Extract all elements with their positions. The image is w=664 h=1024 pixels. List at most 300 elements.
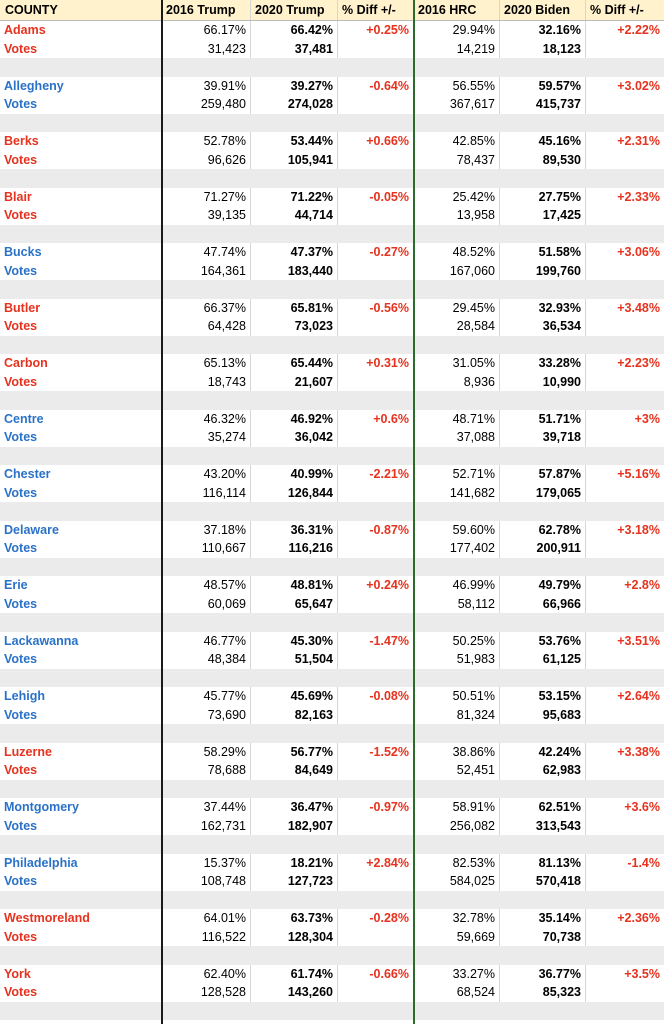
trump-2016-pct[interactable]: 43.20% bbox=[162, 465, 251, 484]
trump-diff[interactable]: -0.56% bbox=[338, 299, 414, 318]
trump-diff-empty[interactable] bbox=[338, 373, 414, 392]
trump-diff-empty[interactable] bbox=[338, 595, 414, 614]
hrc-2016-pct[interactable]: 25.42% bbox=[414, 188, 500, 207]
trump-2020-votes[interactable]: 84,649 bbox=[251, 761, 338, 780]
dem-diff[interactable]: +2.64% bbox=[617, 689, 660, 704]
county-name[interactable]: Lehigh bbox=[0, 687, 162, 706]
dem-diff[interactable]: +2.36% bbox=[617, 911, 660, 926]
votes-label[interactable]: Votes bbox=[0, 872, 162, 891]
county-name[interactable]: Lackawanna bbox=[0, 632, 162, 651]
county-pct-row bbox=[0, 465, 664, 484]
votes-label[interactable]: Votes bbox=[0, 317, 162, 336]
votes-label[interactable]: Votes bbox=[0, 595, 162, 614]
dem-diff[interactable]: -1.4% bbox=[627, 855, 660, 870]
hrc-2016-pct[interactable]: 31.05% bbox=[414, 354, 500, 373]
hrc-2016-votes[interactable]: 584,025 bbox=[414, 872, 500, 891]
county-name[interactable]: Philadelphia bbox=[0, 854, 162, 873]
trump-diff[interactable]: -0.28% bbox=[338, 909, 414, 928]
hrc-2016-pct[interactable]: 42.85% bbox=[414, 132, 500, 151]
biden-2020-pct[interactable]: 62.78% bbox=[500, 521, 586, 540]
trump-2016-pct[interactable]: 47.74% bbox=[162, 243, 251, 262]
trump-2020-pct[interactable]: 56.77% bbox=[251, 743, 338, 762]
county-votes-row bbox=[0, 428, 664, 447]
votes-label[interactable]: Votes bbox=[0, 262, 162, 281]
dem-diff-empty[interactable] bbox=[586, 428, 664, 447]
biden-2020-pct[interactable]: 59.57% bbox=[500, 77, 586, 96]
biden-2020-votes[interactable]: 200,911 bbox=[500, 539, 586, 558]
dem-diff-empty[interactable] bbox=[586, 151, 664, 170]
votes-label[interactable]: Votes bbox=[0, 373, 162, 392]
hrc-2016-votes[interactable]: 14,219 bbox=[414, 40, 500, 59]
biden-2020-votes[interactable]: 10,990 bbox=[500, 373, 586, 392]
hrc-2016-votes[interactable]: 58,112 bbox=[414, 595, 500, 614]
trump-2020-pct[interactable]: 65.44% bbox=[251, 354, 338, 373]
trump-2020-pct[interactable]: 39.27% bbox=[251, 77, 338, 96]
trump-2020-votes[interactable]: 21,607 bbox=[251, 373, 338, 392]
trump-2016-votes[interactable]: 162,731 bbox=[162, 817, 251, 836]
trump-2020-votes[interactable]: 105,941 bbox=[251, 151, 338, 170]
hrc-2016-votes[interactable]: 13,958 bbox=[414, 206, 500, 225]
biden-2020-votes[interactable]: 39,718 bbox=[500, 428, 586, 447]
dem-diff[interactable]: +3% bbox=[634, 411, 660, 426]
trump-2020-pct[interactable]: 45.69% bbox=[251, 687, 338, 706]
dem-diff[interactable]: +3.38% bbox=[617, 744, 660, 759]
county-name[interactable]: Montgomery bbox=[0, 798, 162, 817]
spacer-row bbox=[0, 58, 664, 77]
trump-2020-pct[interactable]: 18.21% bbox=[251, 854, 338, 873]
hrc-2016-pct[interactable]: 46.99% bbox=[414, 576, 500, 595]
votes-label[interactable]: Votes bbox=[0, 983, 162, 1002]
biden-2020-votes[interactable]: 61,125 bbox=[500, 650, 586, 669]
biden-2020-votes[interactable]: 36,534 bbox=[500, 317, 586, 336]
trump-diff-empty[interactable] bbox=[338, 928, 414, 947]
trump-2016-pct[interactable]: 48.57% bbox=[162, 576, 251, 595]
trump-diff[interactable]: -0.87% bbox=[338, 521, 414, 540]
votes-label[interactable]: Votes bbox=[0, 95, 162, 114]
hrc-2016-pct[interactable]: 32.78% bbox=[414, 909, 500, 928]
hrc-2016-pct[interactable]: 52.71% bbox=[414, 465, 500, 484]
dem-diff[interactable]: +2.33% bbox=[617, 189, 660, 204]
hrc-2016-votes[interactable]: 68,524 bbox=[414, 983, 500, 1002]
county-name[interactable]: York bbox=[0, 965, 162, 984]
biden-2020-votes[interactable]: 66,966 bbox=[500, 595, 586, 614]
trump-2020-pct[interactable]: 46.92% bbox=[251, 410, 338, 429]
spacer-row bbox=[0, 114, 664, 133]
trump-2020-pct[interactable]: 36.31% bbox=[251, 521, 338, 540]
trump-2016-pct[interactable]: 37.18% bbox=[162, 521, 251, 540]
trump-diff[interactable]: +2.84% bbox=[338, 854, 414, 873]
votes-label[interactable]: Votes bbox=[0, 706, 162, 725]
trump-diff-empty[interactable] bbox=[338, 983, 414, 1002]
trump-2020-votes[interactable]: 182,907 bbox=[251, 817, 338, 836]
biden-2020-pct[interactable]: 35.14% bbox=[500, 909, 586, 928]
dem-diff[interactable]: +3.06% bbox=[617, 245, 660, 260]
biden-2020-pct[interactable]: 33.28% bbox=[500, 354, 586, 373]
spacer-row bbox=[0, 669, 664, 688]
spacer-row bbox=[0, 780, 664, 799]
spacer-row bbox=[0, 558, 664, 577]
trump-diff[interactable]: -2.21% bbox=[338, 465, 414, 484]
hrc-2016-pct[interactable]: 82.53% bbox=[414, 854, 500, 873]
trump-diff-empty[interactable] bbox=[338, 539, 414, 558]
trump-2016-pct[interactable]: 46.32% bbox=[162, 410, 251, 429]
trump-2016-votes[interactable]: 78,688 bbox=[162, 761, 251, 780]
biden-2020-votes[interactable]: 179,065 bbox=[500, 484, 586, 503]
biden-2020-votes[interactable]: 415,737 bbox=[500, 95, 586, 114]
trump-diff-empty[interactable] bbox=[338, 317, 414, 336]
county-votes-row bbox=[0, 40, 664, 59]
hrc-2016-pct[interactable]: 50.25% bbox=[414, 632, 500, 651]
county-pct-row bbox=[0, 410, 664, 429]
spacer-row bbox=[0, 724, 664, 743]
biden-2020-votes[interactable]: 18,123 bbox=[500, 40, 586, 59]
trump-2020-votes[interactable]: 82,163 bbox=[251, 706, 338, 725]
trump-2016-votes[interactable]: 60,069 bbox=[162, 595, 251, 614]
dem-diff[interactable]: +3.6% bbox=[624, 800, 660, 815]
dem-diff-empty[interactable] bbox=[586, 872, 664, 891]
county-name[interactable]: Berks bbox=[0, 132, 162, 151]
header-trump-diff[interactable]: % Diff +/- bbox=[338, 0, 414, 20]
votes-label[interactable]: Votes bbox=[0, 151, 162, 170]
hrc-2016-pct[interactable]: 48.52% bbox=[414, 243, 500, 262]
spacer-row bbox=[0, 502, 664, 521]
votes-label[interactable]: Votes bbox=[0, 928, 162, 947]
biden-2020-votes[interactable]: 89,530 bbox=[500, 151, 586, 170]
trump-2020-pct[interactable]: 65.81% bbox=[251, 299, 338, 318]
trump-2020-pct[interactable]: 71.22% bbox=[251, 188, 338, 207]
dem-diff-empty[interactable] bbox=[586, 206, 664, 225]
dem-diff[interactable]: +3.48% bbox=[617, 300, 660, 315]
trump-2016-pct[interactable]: 66.17% bbox=[162, 21, 251, 40]
dem-diff-empty[interactable] bbox=[586, 983, 664, 1002]
dem-diff-empty[interactable] bbox=[586, 595, 664, 614]
votes-label[interactable]: Votes bbox=[0, 817, 162, 836]
trump-2020-votes[interactable]: 128,304 bbox=[251, 928, 338, 947]
trump-diff[interactable]: -0.08% bbox=[338, 687, 414, 706]
trump-diff[interactable]: -0.66% bbox=[338, 965, 414, 984]
biden-2020-pct[interactable]: 51.71% bbox=[500, 410, 586, 429]
biden-2020-pct[interactable]: 32.16% bbox=[500, 21, 586, 40]
trump-2020-votes[interactable]: 51,504 bbox=[251, 650, 338, 669]
county-votes-row bbox=[0, 761, 664, 780]
trump-2020-votes[interactable]: 274,028 bbox=[251, 95, 338, 114]
dem-diff[interactable]: +2.22% bbox=[617, 23, 660, 38]
trump-2016-pct[interactable]: 71.27% bbox=[162, 188, 251, 207]
trump-2020-votes[interactable]: 183,440 bbox=[251, 262, 338, 281]
trump-2016-pct[interactable]: 39.91% bbox=[162, 77, 251, 96]
trump-2020-pct[interactable]: 63.73% bbox=[251, 909, 338, 928]
dem-diff[interactable]: +3.02% bbox=[617, 78, 660, 93]
biden-2020-pct[interactable]: 57.87% bbox=[500, 465, 586, 484]
county-name[interactable]: Luzerne bbox=[0, 743, 162, 762]
trump-diff-empty[interactable] bbox=[338, 650, 414, 669]
county-votes-row bbox=[0, 650, 664, 669]
county-name[interactable]: Westmoreland bbox=[0, 909, 162, 928]
votes-label[interactable]: Votes bbox=[0, 484, 162, 503]
county-name[interactable]: Butler bbox=[0, 299, 162, 318]
county-pct-row bbox=[0, 909, 664, 928]
trump-2020-votes[interactable]: 143,260 bbox=[251, 983, 338, 1002]
biden-2020-pct[interactable]: 53.15% bbox=[500, 687, 586, 706]
trump-diff-empty[interactable] bbox=[338, 872, 414, 891]
biden-2020-pct[interactable]: 45.16% bbox=[500, 132, 586, 151]
spacer-row bbox=[0, 891, 664, 910]
county-name[interactable]: Allegheny bbox=[0, 77, 162, 96]
header-2016-trump[interactable]: 2016 Trump bbox=[162, 0, 251, 20]
trump-2020-pct[interactable]: 47.37% bbox=[251, 243, 338, 262]
column-divider bbox=[161, 0, 163, 1024]
county-name[interactable]: Bucks bbox=[0, 243, 162, 262]
dem-diff[interactable]: +3.18% bbox=[617, 522, 660, 537]
county-name[interactable]: Adams bbox=[0, 21, 162, 40]
trump-2016-pct[interactable]: 15.37% bbox=[162, 854, 251, 873]
hrc-2016-votes[interactable]: 51,983 bbox=[414, 650, 500, 669]
trump-2016-pct[interactable]: 58.29% bbox=[162, 743, 251, 762]
spacer-row bbox=[0, 336, 664, 355]
trump-2016-votes[interactable]: 164,361 bbox=[162, 262, 251, 281]
biden-2020-pct[interactable]: 62.51% bbox=[500, 798, 586, 817]
trump-2016-votes[interactable]: 18,743 bbox=[162, 373, 251, 392]
county-pct-row bbox=[0, 798, 664, 817]
trump-diff[interactable]: +0.31% bbox=[338, 354, 414, 373]
dem-diff[interactable]: +3.51% bbox=[617, 633, 660, 648]
county-pct-row bbox=[0, 854, 664, 873]
county-votes-row bbox=[0, 706, 664, 725]
trump-2020-pct[interactable]: 36.47% bbox=[251, 798, 338, 817]
biden-2020-votes[interactable]: 313,543 bbox=[500, 817, 586, 836]
dem-diff[interactable]: +2.8% bbox=[624, 578, 660, 593]
dem-diff-empty[interactable] bbox=[586, 761, 664, 780]
trump-2020-votes[interactable]: 116,216 bbox=[251, 539, 338, 558]
dem-diff[interactable]: +2.31% bbox=[617, 134, 660, 149]
votes-label[interactable]: Votes bbox=[0, 428, 162, 447]
hrc-2016-votes[interactable]: 256,082 bbox=[414, 817, 500, 836]
biden-2020-votes[interactable]: 85,323 bbox=[500, 983, 586, 1002]
biden-2020-pct[interactable]: 36.77% bbox=[500, 965, 586, 984]
trump-2020-votes[interactable]: 65,647 bbox=[251, 595, 338, 614]
trump-2020-votes[interactable]: 44,714 bbox=[251, 206, 338, 225]
trump-2020-votes[interactable]: 126,844 bbox=[251, 484, 338, 503]
biden-2020-votes[interactable]: 570,418 bbox=[500, 872, 586, 891]
trump-2016-pct[interactable]: 46.77% bbox=[162, 632, 251, 651]
trump-diff-empty[interactable] bbox=[338, 484, 414, 503]
county-pct-row bbox=[0, 354, 664, 373]
trump-2016-pct[interactable]: 62.40% bbox=[162, 965, 251, 984]
trump-2016-votes[interactable]: 259,480 bbox=[162, 95, 251, 114]
dem-diff-empty[interactable] bbox=[586, 706, 664, 725]
biden-2020-pct[interactable]: 49.79% bbox=[500, 576, 586, 595]
dem-diff-empty[interactable] bbox=[586, 928, 664, 947]
biden-2020-pct[interactable]: 81.13% bbox=[500, 854, 586, 873]
dem-diff-empty[interactable] bbox=[586, 484, 664, 503]
trump-2020-pct[interactable]: 61.74% bbox=[251, 965, 338, 984]
dem-diff-empty[interactable] bbox=[586, 539, 664, 558]
hrc-2016-pct[interactable]: 48.71% bbox=[414, 410, 500, 429]
hrc-2016-votes[interactable]: 8,936 bbox=[414, 373, 500, 392]
trump-diff[interactable]: -0.27% bbox=[338, 243, 414, 262]
hrc-2016-pct[interactable]: 38.86% bbox=[414, 743, 500, 762]
hrc-2016-pct[interactable]: 29.45% bbox=[414, 299, 500, 318]
votes-label[interactable]: Votes bbox=[0, 539, 162, 558]
trump-2016-pct[interactable]: 37.44% bbox=[162, 798, 251, 817]
hrc-2016-votes[interactable]: 28,584 bbox=[414, 317, 500, 336]
biden-2020-votes[interactable]: 199,760 bbox=[500, 262, 586, 281]
biden-2020-votes[interactable]: 17,425 bbox=[500, 206, 586, 225]
hrc-2016-pct[interactable]: 58.91% bbox=[414, 798, 500, 817]
trump-2016-votes[interactable]: 31,423 bbox=[162, 40, 251, 59]
dem-diff-empty[interactable] bbox=[586, 373, 664, 392]
trump-2020-pct[interactable]: 48.81% bbox=[251, 576, 338, 595]
votes-label[interactable]: Votes bbox=[0, 650, 162, 669]
county-name[interactable]: Chester bbox=[0, 465, 162, 484]
trump-2016-pct[interactable]: 52.78% bbox=[162, 132, 251, 151]
hrc-2016-votes[interactable]: 52,451 bbox=[414, 761, 500, 780]
biden-2020-votes[interactable]: 70,738 bbox=[500, 928, 586, 947]
trump-2016-votes[interactable]: 128,528 bbox=[162, 983, 251, 1002]
trump-diff[interactable]: -1.47% bbox=[338, 632, 414, 651]
county-pct-row bbox=[0, 687, 664, 706]
trump-diff[interactable]: +0.6% bbox=[338, 410, 414, 429]
trump-diff[interactable]: -0.97% bbox=[338, 798, 414, 817]
trump-2016-votes[interactable]: 64,428 bbox=[162, 317, 251, 336]
spacer-row bbox=[0, 169, 664, 188]
trump-2016-pct[interactable]: 66.37% bbox=[162, 299, 251, 318]
county-name[interactable]: Delaware bbox=[0, 521, 162, 540]
county-votes-row bbox=[0, 206, 664, 225]
trump-diff[interactable]: -0.05% bbox=[338, 188, 414, 207]
trump-diff-empty[interactable] bbox=[338, 40, 414, 59]
hrc-2016-pct[interactable]: 59.60% bbox=[414, 521, 500, 540]
biden-2020-pct[interactable]: 42.24% bbox=[500, 743, 586, 762]
trump-diff[interactable]: -0.64% bbox=[338, 77, 414, 96]
county-pct-row bbox=[0, 132, 664, 151]
trump-diff-empty[interactable] bbox=[338, 817, 414, 836]
spacer-row bbox=[0, 391, 664, 410]
dem-diff-empty[interactable] bbox=[586, 40, 664, 59]
county-votes-row bbox=[0, 983, 664, 1002]
dem-diff-empty[interactable] bbox=[586, 817, 664, 836]
trump-diff-empty[interactable] bbox=[338, 95, 414, 114]
trump-diff[interactable]: +0.66% bbox=[338, 132, 414, 151]
county-votes-row bbox=[0, 928, 664, 947]
trump-2020-votes[interactable]: 37,481 bbox=[251, 40, 338, 59]
trump-2016-votes[interactable]: 39,135 bbox=[162, 206, 251, 225]
hrc-2016-votes[interactable]: 177,402 bbox=[414, 539, 500, 558]
county-name[interactable]: Centre bbox=[0, 410, 162, 429]
dem-diff[interactable]: +3.5% bbox=[624, 966, 660, 981]
trump-2016-pct[interactable]: 64.01% bbox=[162, 909, 251, 928]
trump-diff-empty[interactable] bbox=[338, 262, 414, 281]
header-county[interactable]: COUNTY bbox=[0, 0, 162, 20]
hrc-2016-votes[interactable]: 141,682 bbox=[414, 484, 500, 503]
trump-2020-pct[interactable]: 40.99% bbox=[251, 465, 338, 484]
county-votes-row bbox=[0, 317, 664, 336]
hrc-2016-pct[interactable]: 50.51% bbox=[414, 687, 500, 706]
county-pct-row bbox=[0, 21, 664, 40]
county-pct-row bbox=[0, 243, 664, 262]
hrc-2016-pct[interactable]: 56.55% bbox=[414, 77, 500, 96]
header-2020-biden[interactable]: 2020 Biden bbox=[500, 0, 586, 20]
county-pct-row bbox=[0, 77, 664, 96]
trump-2016-votes[interactable]: 96,626 bbox=[162, 151, 251, 170]
trump-2020-votes[interactable]: 127,723 bbox=[251, 872, 338, 891]
county-votes-row bbox=[0, 373, 664, 392]
hrc-2016-pct[interactable]: 33.27% bbox=[414, 965, 500, 984]
votes-label[interactable]: Votes bbox=[0, 761, 162, 780]
trump-diff-empty[interactable] bbox=[338, 151, 414, 170]
county-name[interactable]: Erie bbox=[0, 576, 162, 595]
biden-2020-votes[interactable]: 62,983 bbox=[500, 761, 586, 780]
county-votes-row bbox=[0, 95, 664, 114]
trump-diff-empty[interactable] bbox=[338, 428, 414, 447]
votes-label[interactable]: Votes bbox=[0, 206, 162, 225]
biden-2020-pct[interactable]: 53.76% bbox=[500, 632, 586, 651]
biden-2020-votes[interactable]: 95,683 bbox=[500, 706, 586, 725]
trump-2016-votes[interactable]: 110,667 bbox=[162, 539, 251, 558]
county-pct-row bbox=[0, 576, 664, 595]
dem-diff-empty[interactable] bbox=[586, 95, 664, 114]
biden-2020-pct[interactable]: 51.58% bbox=[500, 243, 586, 262]
dem-diff-empty[interactable] bbox=[586, 317, 664, 336]
trump-2020-pct[interactable]: 53.44% bbox=[251, 132, 338, 151]
trump-diff-empty[interactable] bbox=[338, 706, 414, 725]
hrc-2016-votes[interactable]: 367,617 bbox=[414, 95, 500, 114]
dem-diff-empty[interactable] bbox=[586, 650, 664, 669]
hrc-2016-votes[interactable]: 37,088 bbox=[414, 428, 500, 447]
trump-2016-pct[interactable]: 45.77% bbox=[162, 687, 251, 706]
county-votes-row bbox=[0, 539, 664, 558]
trump-diff-empty[interactable] bbox=[338, 206, 414, 225]
trump-2016-votes[interactable]: 73,690 bbox=[162, 706, 251, 725]
hrc-2016-votes[interactable]: 81,324 bbox=[414, 706, 500, 725]
trump-2020-pct[interactable]: 45.30% bbox=[251, 632, 338, 651]
dem-diff-empty[interactable] bbox=[586, 262, 664, 281]
trump-diff-empty[interactable] bbox=[338, 761, 414, 780]
trump-2016-votes[interactable]: 35,274 bbox=[162, 428, 251, 447]
trump-2020-votes[interactable]: 36,042 bbox=[251, 428, 338, 447]
hrc-2016-votes[interactable]: 167,060 bbox=[414, 262, 500, 281]
trump-2016-pct[interactable]: 65.13% bbox=[162, 354, 251, 373]
header-2016-hrc[interactable]: 2016 HRC bbox=[414, 0, 500, 20]
county-votes-row bbox=[0, 484, 664, 503]
county-name[interactable]: Blair bbox=[0, 188, 162, 207]
dem-diff[interactable]: +2.23% bbox=[617, 356, 660, 371]
trump-2020-pct[interactable]: 66.42% bbox=[251, 21, 338, 40]
spacer-row bbox=[0, 613, 664, 632]
hrc-2016-votes[interactable]: 78,437 bbox=[414, 151, 500, 170]
header-dem-diff[interactable]: % Diff +/- bbox=[590, 3, 644, 17]
trump-2016-votes[interactable]: 108,748 bbox=[162, 872, 251, 891]
hrc-2016-votes[interactable]: 59,669 bbox=[414, 928, 500, 947]
trump-2016-votes[interactable]: 116,114 bbox=[162, 484, 251, 503]
biden-2020-pct[interactable]: 32.93% bbox=[500, 299, 586, 318]
county-name[interactable]: Carbon bbox=[0, 354, 162, 373]
county-pct-row bbox=[0, 521, 664, 540]
county-pct-row bbox=[0, 743, 664, 762]
trump-2020-votes[interactable]: 73,023 bbox=[251, 317, 338, 336]
trump-2016-votes[interactable]: 48,384 bbox=[162, 650, 251, 669]
header-2020-trump[interactable]: 2020 Trump bbox=[251, 0, 338, 20]
biden-2020-pct[interactable]: 27.75% bbox=[500, 188, 586, 207]
trump-2016-votes[interactable]: 116,522 bbox=[162, 928, 251, 947]
hrc-2016-pct[interactable]: 29.94% bbox=[414, 21, 500, 40]
trump-diff[interactable]: +0.24% bbox=[338, 576, 414, 595]
spacer-row bbox=[0, 835, 664, 854]
trump-diff[interactable]: +0.25% bbox=[338, 21, 414, 40]
votes-label[interactable]: Votes bbox=[0, 40, 162, 59]
trump-diff[interactable]: -1.52% bbox=[338, 743, 414, 762]
dem-diff[interactable]: +5.16% bbox=[617, 467, 660, 482]
